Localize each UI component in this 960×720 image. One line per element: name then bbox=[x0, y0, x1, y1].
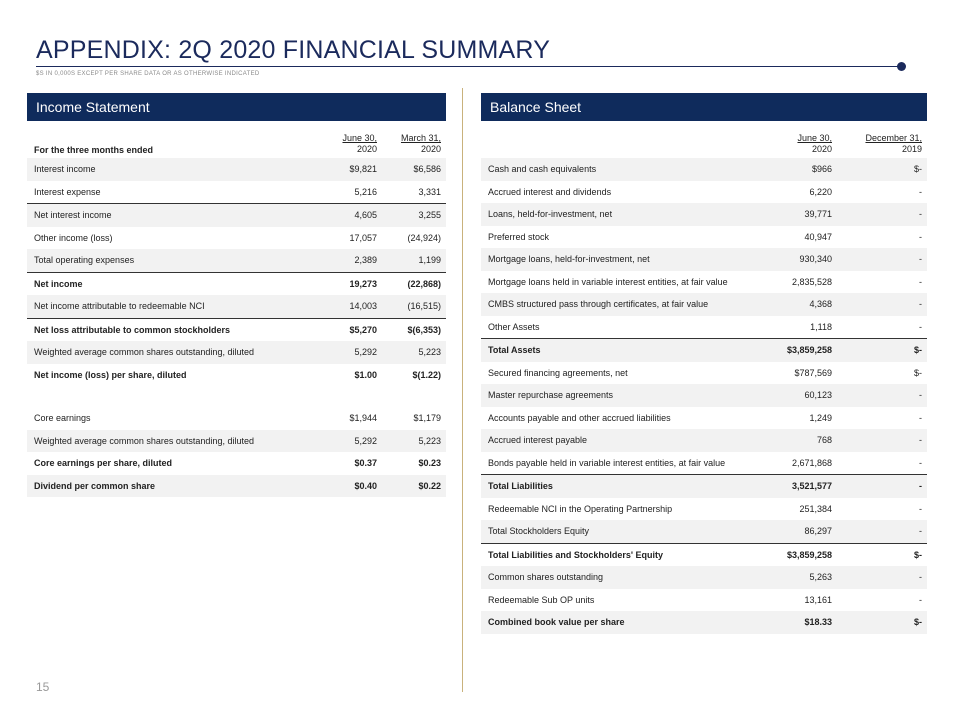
table-row: Total Liabilities and Stockholders' Equity $3,859,258 $- bbox=[481, 543, 927, 566]
table-row: Net income attributable to redeemable NCI 14,003 (16,515) bbox=[27, 295, 446, 318]
table-row: Core earnings $1,944 $1,179 bbox=[34, 413, 441, 424]
period-label: For the three months ended bbox=[34, 145, 154, 155]
table-row: Net interest income 4,605 3,255 bbox=[27, 204, 446, 227]
page-number: 15 bbox=[36, 680, 50, 694]
table-row: Other Assets 1,118 - bbox=[488, 321, 922, 332]
table-row: Bonds payable held in variable interest entities, at fair value 2,671,868 - bbox=[488, 457, 922, 468]
table-row: Total Liabilities 3,521,577 - bbox=[481, 475, 927, 498]
title-rule bbox=[36, 66, 902, 67]
table-row: Total Stockholders Equity 86,297 - bbox=[481, 520, 927, 543]
spacer-row bbox=[27, 386, 446, 407]
table-row: Common shares outstanding 5,263 - bbox=[481, 566, 927, 589]
table-row: Other income (loss) 17,057 (24,924) bbox=[34, 232, 441, 243]
table-row: Accrued interest payable 768 - bbox=[481, 429, 927, 452]
table-row: Accounts payable and other accrued liabilities 1,249 - bbox=[488, 412, 922, 423]
table-row: Core earnings per share, diluted $0.37 $0.23 bbox=[34, 458, 441, 469]
table-row: Interest income $9,821 $6,586 bbox=[27, 158, 446, 181]
income-statement-title: Income Statement bbox=[27, 93, 446, 121]
balance-header-row bbox=[481, 121, 927, 158]
table-row: Interest expense 5,216 3,331 bbox=[34, 186, 441, 197]
table-row: Cash and cash equivalents $966 $- bbox=[481, 158, 927, 181]
table-row: Redeemable Sub OP units 13,161 - bbox=[488, 594, 922, 605]
balance-sheet-title: Balance Sheet bbox=[481, 93, 927, 121]
balance-col1-header: June 30, 2020 bbox=[797, 133, 832, 154]
income-statement-panel bbox=[27, 93, 446, 497]
table-row: Redeemable NCI in the Operating Partnership 251,384 - bbox=[488, 503, 922, 514]
table-row: Net income (loss) per share, diluted $1.00 $(1.22) bbox=[34, 369, 441, 380]
income-statement-table bbox=[27, 121, 446, 497]
table-row: Accrued interest and dividends 6,220 - bbox=[488, 186, 922, 197]
table-row: Total Assets $3,859,258 $- bbox=[481, 339, 927, 362]
table-row: Master repurchase agreements 60,123 - bbox=[481, 384, 927, 407]
table-row: Net income 19,273 (22,868) bbox=[27, 272, 446, 295]
column-divider bbox=[462, 88, 463, 692]
balance-col2-header: December 31, 2019 bbox=[865, 133, 922, 154]
table-row: Preferred stock 40,947 - bbox=[488, 231, 922, 242]
table-row: Total operating expenses 2,389 1,199 bbox=[27, 249, 446, 272]
table-row: Mortgage loans held in variable interest entities, at fair value 2,835,528 - bbox=[488, 276, 922, 287]
table-row: Dividend per common share $0.40 $0.22 bbox=[27, 475, 446, 498]
rule-end-dot bbox=[897, 62, 906, 71]
table-row: Secured financing agreements, net $787,569 $- bbox=[488, 367, 922, 378]
units-note: $S IN 0,000S EXCEPT PER SHARE DATA OR AS OTHERWISE INDICATED bbox=[36, 71, 260, 77]
table-row: Weighted average common shares outstanding, diluted 5,292 5,223 bbox=[27, 341, 446, 364]
table-row: Combined book value per share $18.33 $- bbox=[481, 611, 927, 634]
table-row: Mortgage loans, held-for-investment, net 930,340 - bbox=[481, 248, 927, 271]
income-col1-header: June 30, 2020 bbox=[342, 133, 377, 154]
balance-sheet-panel bbox=[481, 93, 927, 634]
income-header-row bbox=[27, 121, 446, 158]
table-row: Net loss attributable to common stockholders $5,270 $(6,353) bbox=[27, 318, 446, 341]
balance-sheet-table bbox=[481, 121, 927, 634]
page-title: APPENDIX: 2Q 2020 FINANCIAL SUMMARY bbox=[36, 36, 551, 64]
income-col2-header: March 31, 2020 bbox=[400, 133, 441, 154]
table-row: Loans, held-for-investment, net 39,771 - bbox=[481, 203, 927, 226]
table-row: Weighted average common shares outstanding, diluted 5,292 5,223 bbox=[27, 430, 446, 453]
table-row: CMBS structured pass through certificates, at fair value 4,368 - bbox=[481, 293, 927, 316]
